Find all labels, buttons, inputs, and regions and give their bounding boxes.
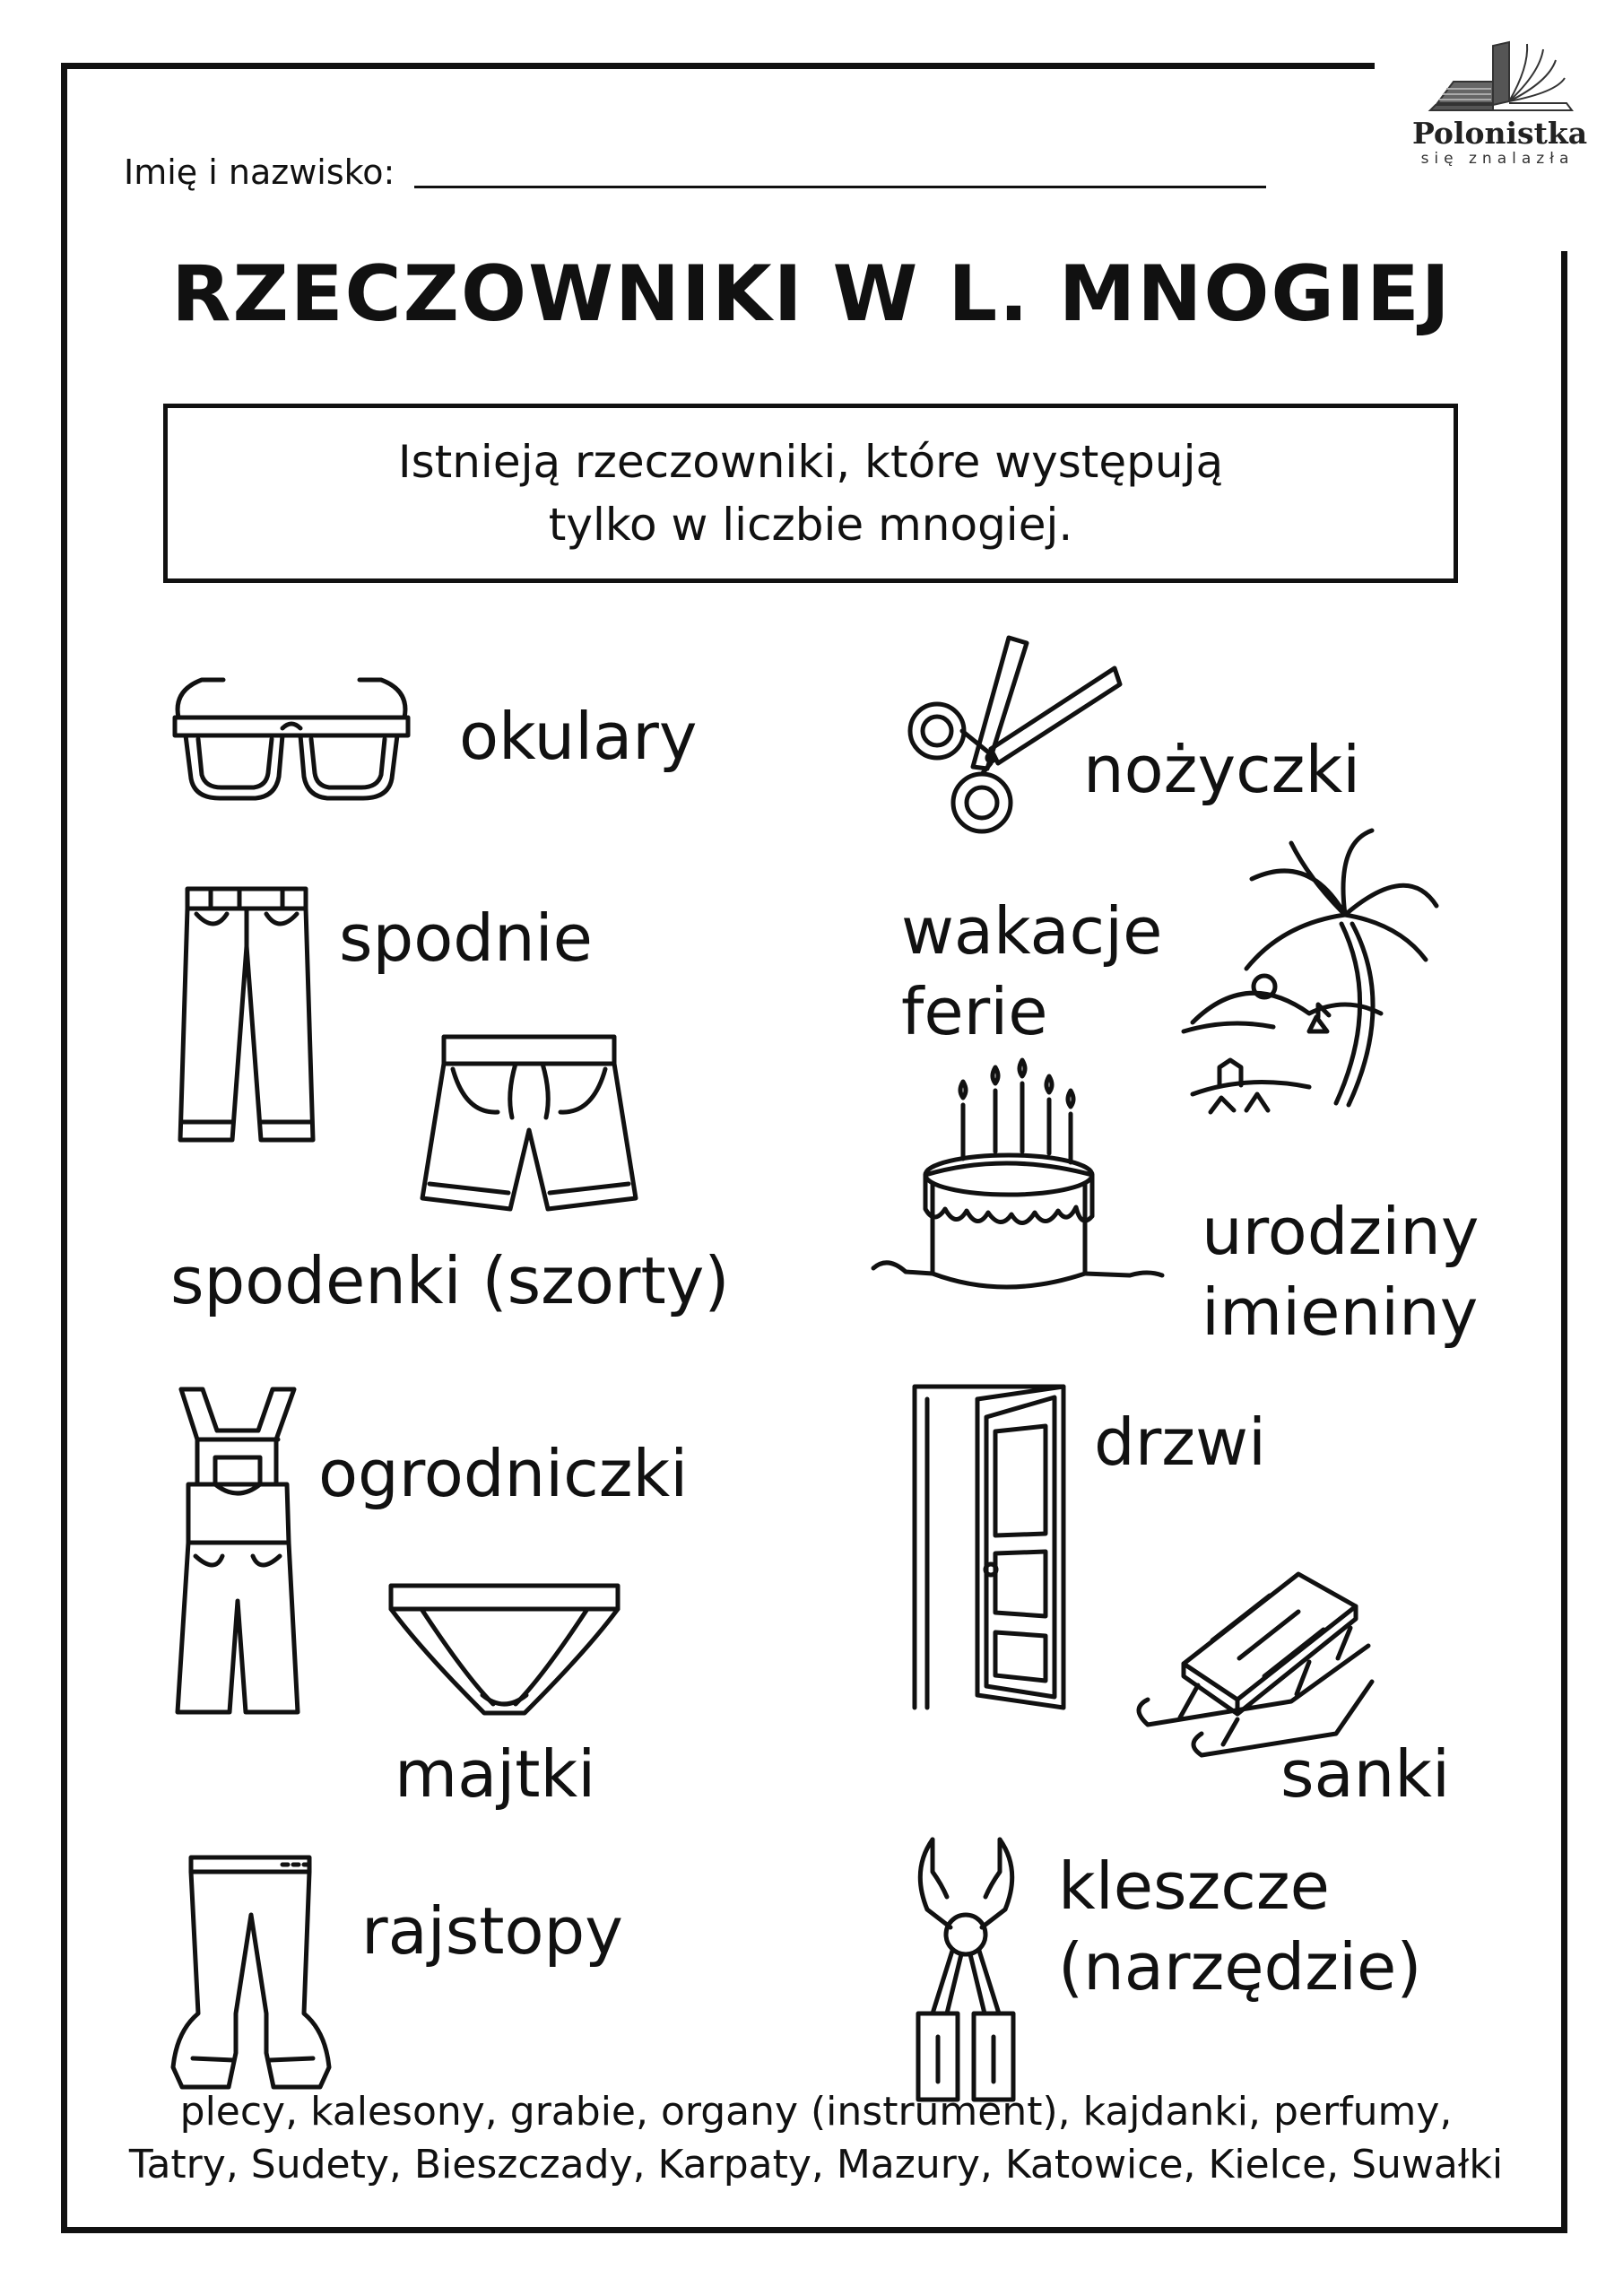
door-icon <box>906 1381 1081 1713</box>
word-imieniny: imieniny <box>1202 1274 1479 1350</box>
word-kleszcze: kleszcze <box>1058 1848 1330 1924</box>
word-spodnie: spodnie <box>339 900 593 976</box>
logo-name: Polonistka <box>1412 116 1588 151</box>
glasses-icon <box>166 673 417 807</box>
word-ferie: ferie <box>901 974 1048 1049</box>
pincers-icon <box>906 1834 1027 2108</box>
word-urodziny: urodziny <box>1202 1194 1480 1269</box>
sled-icon <box>1130 1565 1376 1762</box>
word-wakacje: wakacje <box>901 893 1163 969</box>
birthday-cake-icon <box>870 1040 1166 1305</box>
info-box <box>163 404 1458 583</box>
frame-bottom-border <box>61 2227 1567 2233</box>
word-majtki: majtki <box>395 1736 596 1812</box>
name-write-line[interactable] <box>414 186 1266 188</box>
name-label: Imię i nazwisko: <box>124 152 395 192</box>
footer-line-1: plecy, kalesony, grabie, organy (instrument), kajdanki, perfumy, <box>179 2089 1453 2135</box>
info-line-2: tylko w liczbie mnogiej. <box>548 499 1073 551</box>
tights-icon <box>166 1852 336 2094</box>
info-line-1: Istnieją rzeczowniki, które występują <box>397 436 1224 488</box>
logo <box>1412 40 1588 184</box>
footer-examples <box>72 2085 1560 2192</box>
trousers-icon <box>175 883 318 1152</box>
footer-line-2: Tatry, Sudety, Bieszczady, Karpaty, Mazury, Katowice, Kielce, Suwałki <box>128 2142 1504 2188</box>
book-logo-icon <box>1421 40 1574 117</box>
overalls-icon <box>170 1386 305 1718</box>
word-sanki: sanki <box>1280 1736 1450 1812</box>
word-spodenki: spodenki (szorty) <box>170 1243 730 1318</box>
word-nozyczki: nożyczki <box>1083 732 1361 807</box>
word-rajstopy: rajstopy <box>361 1893 623 1969</box>
logo-tagline: się znalazła <box>1420 150 1575 168</box>
word-narzedzie: (narzędzie) <box>1058 1929 1422 2005</box>
palm-beach-icon <box>1175 825 1444 1126</box>
shorts-icon <box>417 1031 641 1215</box>
name-field-row <box>124 152 1266 192</box>
word-drzwi: drzwi <box>1094 1405 1266 1480</box>
briefs-icon <box>386 1578 623 1722</box>
word-ogrodniczki: ogrodniczki <box>318 1436 689 1511</box>
page-title: RZECZOWNIKI W L. MNOGIEJ <box>171 249 1452 339</box>
word-okulary: okulary <box>459 699 698 774</box>
frame-right-border <box>1561 251 1567 2233</box>
frame-left-border <box>61 63 67 2233</box>
frame-top-border <box>61 63 1375 69</box>
